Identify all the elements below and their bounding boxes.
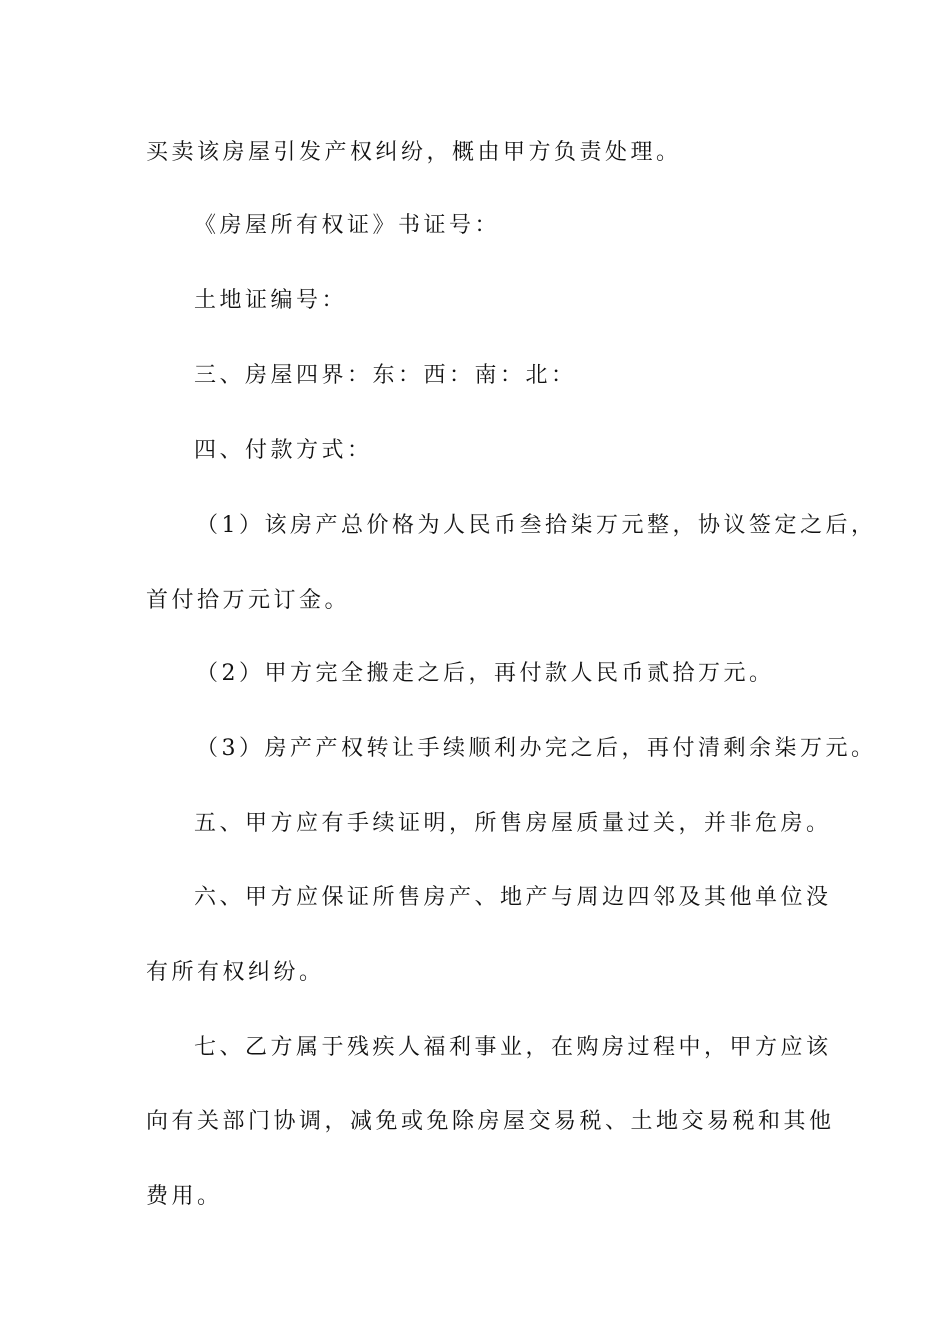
text-line-6: （1）该房产总价格为人民币叁拾柒万元整，协议签定之后， — [196, 513, 877, 538]
text-line-13: 七、乙方属于残疾人福利事业，在购房过程中，甲方应该 — [194, 1035, 832, 1060]
text-line-1: 买卖该房屋引发产权纠纷，概由甲方负责处理。 — [146, 140, 682, 165]
text-line-5: 四、付款方式： — [194, 438, 373, 463]
text-line-4: 三、房屋四界：东：西：南：北： — [194, 363, 577, 388]
text-line-12: 有所有权纠纷。 — [146, 960, 325, 985]
text-line-15: 费用。 — [146, 1184, 223, 1209]
text-line-2: 《房屋所有权证》书证号： — [194, 213, 501, 238]
text-line-7: 首付拾万元订金。 — [146, 588, 351, 613]
text-line-8: （2）甲方完全搬走之后，再付款人民币贰拾万元。 — [196, 661, 775, 686]
text-line-10: 五、甲方应有手续证明，所售房屋质量过关，并非危房。 — [194, 811, 832, 836]
text-line-11: 六、甲方应保证所售房产、地产与周边四邻及其他单位没 — [194, 885, 832, 910]
text-line-14: 向有关部门协调，减免或免除房屋交易税、土地交易税和其他 — [146, 1109, 835, 1134]
text-line-9: （3）房产产权转让手续顺利办完之后，再付清剩余柒万元。 — [196, 736, 877, 761]
text-line-3: 土地证编号： — [194, 288, 348, 313]
